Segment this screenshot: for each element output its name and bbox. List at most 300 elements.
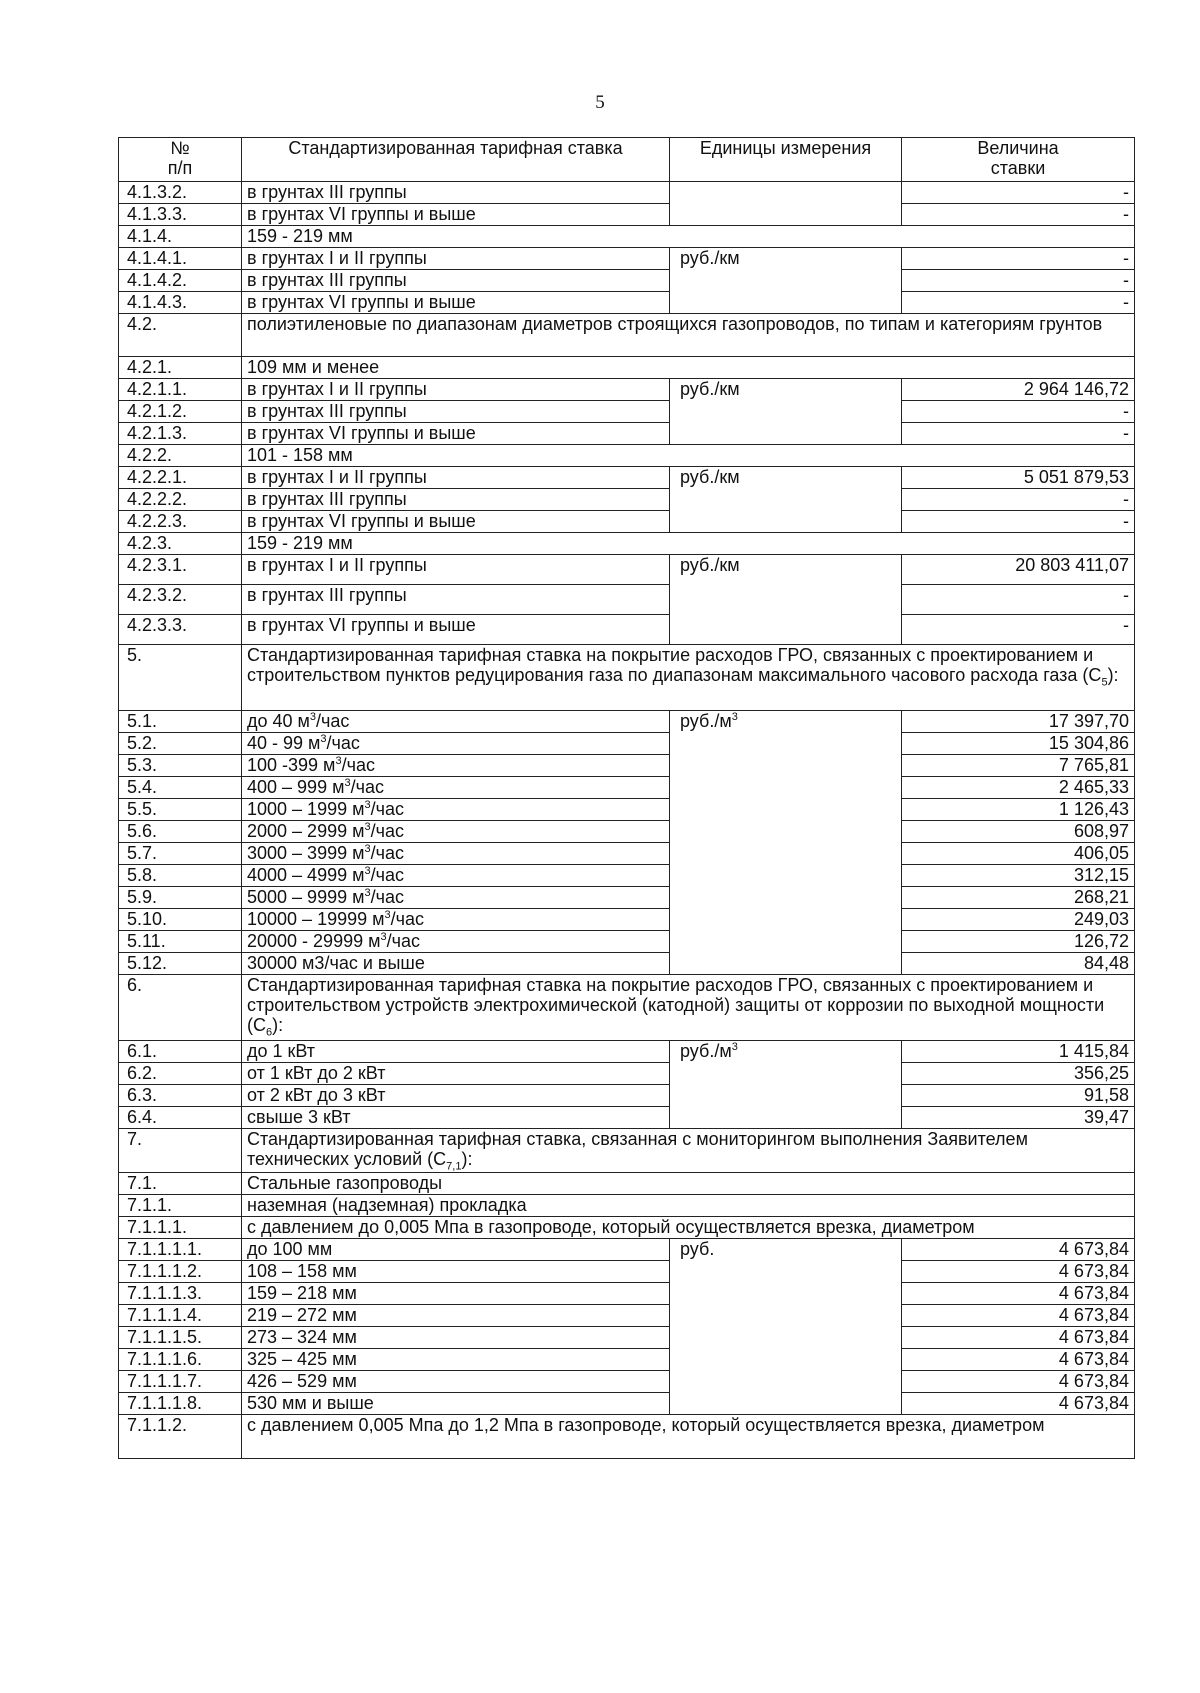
page-number: 5 (595, 92, 605, 113)
row-number (119, 533, 242, 555)
row-value (902, 1283, 1135, 1305)
unit-text: руб./м (680, 711, 732, 731)
row-number-text: 4.1.4. (127, 226, 173, 246)
row-number (119, 843, 242, 865)
row-value-text: - (1123, 615, 1129, 635)
row-value-text: 1 126,43 (1058, 799, 1129, 819)
table-row (119, 357, 1135, 379)
row-name-text: от 2 кВт до 3 кВт (247, 1085, 386, 1105)
row-name (242, 865, 670, 887)
header-unit-text: Единицы измерения (699, 138, 872, 158)
row-number (119, 379, 242, 401)
row-value (902, 755, 1135, 777)
table-row (119, 645, 1135, 711)
superscript: 3 (335, 755, 342, 767)
unit-cell (670, 1239, 902, 1415)
row-name (242, 1041, 670, 1063)
table-row (119, 270, 1135, 292)
unit-text: руб./м (680, 1041, 732, 1061)
row-value-text: 2 465,33 (1058, 777, 1129, 797)
row-number-text: 7.1.1. (127, 1195, 173, 1215)
row-number-text: 4.1.4.1. (127, 248, 188, 268)
row-name-text: 30000 м3/час и выше (247, 953, 425, 973)
table-row (119, 445, 1135, 467)
row-number (119, 1327, 242, 1349)
unit-text: руб./км (680, 467, 740, 487)
row-value-text: 249,03 (1073, 909, 1129, 929)
row-name (242, 423, 670, 445)
row-name (242, 645, 1135, 711)
row-value (902, 585, 1135, 615)
row-number (119, 931, 242, 953)
row-name-tail: /час (370, 821, 404, 841)
table-row (119, 1305, 1135, 1327)
table-row (119, 1041, 1135, 1063)
row-value (902, 1063, 1135, 1085)
table-row (119, 1085, 1135, 1107)
row-name-text: 530 мм и выше (247, 1393, 374, 1413)
row-name-text: 426 – 529 мм (247, 1371, 357, 1391)
superscript: 3 (364, 865, 371, 877)
row-value-text: - (1123, 423, 1129, 443)
row-name-tail: ): (461, 1149, 473, 1169)
row-number-text: 6.2. (127, 1063, 158, 1083)
table-row (119, 777, 1135, 799)
row-number (119, 799, 242, 821)
row-name-text: 10000 – 19999 м (247, 909, 385, 929)
row-number (119, 1085, 242, 1107)
table-row (119, 1217, 1135, 1239)
row-value-text: - (1123, 489, 1129, 509)
row-name-text: Стандартизированная тарифная ставка на покрытие расходов ГРО, связанных с проектированием и строительством пунктов редуцирования газа по диапазонам максимального часового расхода газа (С (247, 645, 1102, 685)
row-value-text: 4 673,84 (1058, 1261, 1129, 1281)
row-name-text: 159 – 218 мм (247, 1283, 357, 1303)
row-value-text: 4 673,84 (1058, 1283, 1129, 1303)
row-name-text: 325 – 425 мм (247, 1349, 357, 1369)
row-name (242, 1327, 670, 1349)
row-number-text: 5.3. (127, 755, 158, 775)
row-number-text: 5. (127, 645, 143, 665)
row-name-text: с давлением 0,005 Мпа до 1,2 Мпа в газопроводе, который осуществляется врезка, диаметром (247, 1415, 1045, 1435)
row-value (902, 379, 1135, 401)
row-value-text: 15 304,86 (1048, 733, 1129, 753)
row-number-text: 7. (127, 1129, 143, 1149)
row-value-text: - (1123, 204, 1129, 224)
row-value-text: 4 673,84 (1058, 1305, 1129, 1325)
row-value (902, 204, 1135, 226)
row-number (119, 1173, 242, 1195)
row-value (902, 555, 1135, 585)
row-number-text: 5.11. (127, 931, 166, 951)
row-value-text: - (1123, 270, 1129, 290)
row-value (902, 799, 1135, 821)
table-row (119, 615, 1135, 645)
row-number (119, 975, 242, 1041)
row-number (119, 1217, 242, 1239)
header-rate-text: Стандартизированная тарифная ставка (288, 138, 623, 158)
row-name-text: 4000 – 4999 м (247, 865, 365, 885)
row-number-text: 4.2.3.1. (127, 555, 188, 575)
header-rate (242, 138, 670, 182)
row-number-text: 7.1.1.1.6. (127, 1349, 203, 1369)
row-name (242, 467, 670, 489)
row-name (242, 975, 1135, 1041)
row-name-tail: /час (370, 799, 404, 819)
row-name-text: 20000 - 29999 м (247, 931, 381, 951)
row-value (902, 1041, 1135, 1063)
row-number (119, 182, 242, 204)
row-name-text: в грунтах I и II группы (247, 248, 427, 268)
row-number (119, 401, 242, 423)
row-value (902, 248, 1135, 270)
row-name (242, 1129, 1135, 1173)
row-name (242, 1173, 1135, 1195)
superscript: 3 (344, 777, 351, 789)
table-row (119, 467, 1135, 489)
row-number-text: 4.2.2.2. (127, 489, 188, 509)
row-number-text: 5.7. (127, 843, 158, 863)
row-number-text: 4.2.2. (127, 445, 173, 465)
row-name (242, 1349, 670, 1371)
row-name (242, 585, 670, 615)
superscript: 3 (309, 711, 317, 723)
row-number (119, 585, 242, 615)
superscript: 3 (320, 733, 327, 745)
table-row (119, 843, 1135, 865)
row-number-text: 6.4. (127, 1107, 158, 1127)
row-number-text: 4.1.4.3. (127, 292, 188, 312)
row-name (242, 821, 670, 843)
row-name (242, 777, 670, 799)
row-name-text: в грунтах VI группы и выше (247, 615, 476, 635)
row-value-text: 5 051 879,53 (1023, 467, 1129, 487)
row-name (242, 357, 1135, 379)
row-value-text: 608,97 (1073, 821, 1129, 841)
row-value (902, 292, 1135, 314)
row-number (119, 755, 242, 777)
table-row (119, 799, 1135, 821)
row-name (242, 711, 670, 733)
row-name-text: в грунтах III группы (247, 401, 407, 421)
row-value-text: 406,05 (1073, 843, 1129, 863)
row-value (902, 843, 1135, 865)
row-name-tail: /час (390, 909, 425, 929)
table-row (119, 733, 1135, 755)
row-number-text: 7.1. (127, 1173, 158, 1193)
row-name (242, 204, 670, 226)
row-number (119, 511, 242, 533)
unit-text: руб. (680, 1239, 715, 1259)
row-number (119, 909, 242, 931)
row-number-text: 4.1.3.2. (127, 182, 188, 202)
row-name-tail: /час (341, 755, 375, 775)
row-name (242, 1063, 670, 1085)
table-header (119, 138, 1135, 182)
row-name (242, 445, 1135, 467)
row-number-text: 5.6. (127, 821, 158, 841)
table-row (119, 865, 1135, 887)
row-name-tail: /час (326, 733, 360, 753)
table-row (119, 1063, 1135, 1085)
row-number-text: 4.2.2.1. (127, 467, 188, 487)
row-name (242, 1085, 670, 1107)
table-row (119, 533, 1135, 555)
row-name-text: в грунтах VI группы и выше (247, 292, 476, 312)
table-row (119, 585, 1135, 615)
row-number-text: 4.1.3.3. (127, 204, 188, 224)
row-name-text: свыше 3 кВт (247, 1107, 351, 1127)
table-row (119, 204, 1135, 226)
table-row (119, 755, 1135, 777)
row-number-text: 7.1.1.1.1. (127, 1239, 203, 1259)
row-name-text: 3000 – 3999 м (247, 843, 365, 863)
table-row (119, 314, 1135, 357)
subscript: 6 (266, 1026, 273, 1039)
row-value-text: - (1123, 292, 1129, 312)
row-value (902, 423, 1135, 445)
unit-text: руб./км (680, 248, 740, 268)
row-name-text: в грунтах I и II группы (247, 555, 427, 575)
superscript: 3 (364, 887, 371, 899)
superscript: 3 (380, 931, 387, 943)
row-name-text: в грунтах I и II группы (247, 379, 427, 399)
table-row (119, 423, 1135, 445)
row-name (242, 931, 670, 953)
unit-superscript: 3 (731, 711, 738, 723)
row-value (902, 953, 1135, 975)
row-value (902, 1085, 1135, 1107)
table-row (119, 1327, 1135, 1349)
row-name-text: 100 -399 м (247, 755, 336, 775)
row-number-text: 5.8. (127, 865, 158, 885)
row-number (119, 226, 242, 248)
row-number-text: 4.2. (127, 314, 158, 334)
row-number-text: 4.2.1. (127, 357, 173, 377)
row-value-text: 4 673,84 (1058, 1239, 1129, 1259)
row-value (902, 270, 1135, 292)
row-name-text: в грунтах III группы (247, 182, 407, 202)
row-number-text: 4.2.3. (127, 533, 173, 553)
row-value (902, 1371, 1135, 1393)
row-name (242, 1371, 670, 1393)
row-name-text: в грунтах VI группы и выше (247, 511, 476, 531)
header-value (902, 138, 1135, 182)
tariff-table (118, 137, 1135, 1459)
table-row (119, 1393, 1135, 1415)
row-value (902, 1107, 1135, 1129)
row-name (242, 1195, 1135, 1217)
row-name-text: 5000 – 9999 м (247, 887, 365, 907)
row-name (242, 887, 670, 909)
row-number (119, 204, 242, 226)
row-number (119, 1261, 242, 1283)
header-unit (670, 138, 902, 182)
row-name (242, 292, 670, 314)
table-row (119, 1283, 1135, 1305)
row-name-text: 40 - 99 м (247, 733, 321, 753)
row-name-text: 1000 – 1999 м (247, 799, 365, 819)
table-row (119, 489, 1135, 511)
row-value-text: 4 673,84 (1058, 1393, 1129, 1413)
row-name-text: Стальные газопроводы (247, 1173, 443, 1193)
table-row (119, 1195, 1135, 1217)
header-num (119, 138, 242, 182)
row-value (902, 1349, 1135, 1371)
row-value (902, 909, 1135, 931)
row-number-text: 7.1.1.1.7. (127, 1371, 203, 1391)
row-number (119, 645, 242, 711)
table-row (119, 182, 1135, 204)
row-name (242, 379, 670, 401)
row-value-text: 2 964 146,72 (1023, 379, 1129, 399)
row-name-text: Стандартизированная тарифная ставка на покрытие расходов ГРО, связанных с проектированием и строительством устройств электрохимической (катодной) защиты от коррозии по выходной мощности (С (247, 975, 1105, 1035)
row-name-tail: /час (370, 887, 404, 907)
row-value (902, 1261, 1135, 1283)
table-row (119, 248, 1135, 270)
row-number (119, 1041, 242, 1063)
row-value (902, 1305, 1135, 1327)
row-name (242, 953, 670, 975)
unit-cell (670, 1041, 902, 1129)
row-value-text: - (1123, 585, 1129, 605)
row-number (119, 248, 242, 270)
row-name (242, 533, 1135, 555)
row-number (119, 423, 242, 445)
unit-cell (670, 711, 902, 975)
row-number (119, 1393, 242, 1415)
row-name-text: с давлением до 0,005 Мпа в газопроводе, который осуществляется врезка, диаметром (247, 1217, 975, 1237)
row-number-text: 4.2.1.3. (127, 423, 188, 443)
row-number-text: 7.1.1.1.3. (127, 1283, 203, 1303)
row-name (242, 401, 670, 423)
row-value-text: 39,47 (1083, 1107, 1129, 1127)
row-name-text: наземная (надземная) прокладка (247, 1195, 527, 1215)
table-row (119, 953, 1135, 975)
row-name (242, 1107, 670, 1129)
row-number (119, 445, 242, 467)
row-value (902, 821, 1135, 843)
subscript: 7,1 (446, 1160, 462, 1173)
row-number-text: 5.2. (127, 733, 158, 753)
row-name-text: до 100 мм (247, 1239, 333, 1259)
row-name-text: в грунтах III группы (247, 585, 407, 605)
row-name (242, 182, 670, 204)
unit-superscript: 3 (731, 1041, 738, 1053)
row-name-text: в грунтах III группы (247, 489, 407, 509)
row-value-text: 17 397,70 (1048, 711, 1129, 731)
row-number (119, 1371, 242, 1393)
row-number-text: 7.1.1.1.2. (127, 1261, 203, 1281)
row-name (242, 511, 670, 533)
row-value (902, 733, 1135, 755)
row-value (902, 1327, 1135, 1349)
row-value-text: 4 673,84 (1058, 1327, 1129, 1347)
row-name-text: 2000 – 2999 м (247, 821, 365, 841)
row-number-text: 4.2.1.1. (127, 379, 188, 399)
row-name-text: до 40 м (247, 711, 310, 731)
table-row (119, 226, 1135, 248)
row-number-text: 5.10. (127, 909, 168, 929)
row-name (242, 733, 670, 755)
row-number (119, 1239, 242, 1261)
row-number-text: 4.2.3.2. (127, 585, 188, 605)
table-row (119, 931, 1135, 953)
row-number (119, 1129, 242, 1173)
row-number-text: 7.1.1.2. (127, 1415, 188, 1435)
row-name (242, 555, 670, 585)
row-number (119, 777, 242, 799)
row-value-text: - (1123, 401, 1129, 421)
row-number (119, 821, 242, 843)
row-name-tail: /час (370, 865, 404, 885)
row-name (242, 615, 670, 645)
unit-text: руб./км (680, 555, 740, 575)
row-number-text: 7.1.1.1. (127, 1217, 188, 1237)
row-name (242, 755, 670, 777)
row-number (119, 733, 242, 755)
row-number (119, 357, 242, 379)
row-number (119, 1349, 242, 1371)
row-name (242, 1239, 670, 1261)
row-name (242, 1305, 670, 1327)
row-value-text: - (1123, 511, 1129, 531)
row-name-text: Стандартизированная тарифная ставка, связанная с мониторингом выполнения Заявителем технических условий (С (247, 1129, 1028, 1169)
subscript: 5 (1101, 676, 1108, 689)
row-name (242, 248, 670, 270)
table-row (119, 975, 1135, 1041)
row-value-text: - (1123, 182, 1129, 202)
row-value (902, 511, 1135, 533)
row-value-text: - (1123, 248, 1129, 268)
row-number (119, 711, 242, 733)
row-name-text: от 1 кВт до 2 кВт (247, 1063, 386, 1083)
row-value (902, 489, 1135, 511)
table-row (119, 292, 1135, 314)
row-number (119, 953, 242, 975)
table-row (119, 1129, 1135, 1173)
row-name-text: 400 – 999 м (247, 777, 345, 797)
row-number (119, 615, 242, 645)
table-row (119, 511, 1135, 533)
row-name-tail: /час (350, 777, 384, 797)
row-number-text: 5.4. (127, 777, 158, 797)
row-name-tail: ): (272, 1015, 284, 1035)
unit-text: руб./км (680, 379, 740, 399)
row-name (242, 1261, 670, 1283)
row-name (242, 226, 1135, 248)
table-row (119, 555, 1135, 585)
row-name (242, 1283, 670, 1305)
row-value (902, 777, 1135, 799)
table-row (119, 1371, 1135, 1393)
table-row (119, 1107, 1135, 1129)
row-number-text: 4.2.2.3. (127, 511, 188, 531)
row-value-text: 312,15 (1073, 865, 1129, 885)
row-value-text: 4 673,84 (1058, 1349, 1129, 1369)
row-number (119, 1305, 242, 1327)
row-name (242, 270, 670, 292)
row-number-text: 5.9. (127, 887, 158, 907)
row-number-text: 7.1.1.1.8. (127, 1393, 203, 1413)
row-name-text: 219 – 272 мм (247, 1305, 357, 1325)
row-name-text: в грунтах III группы (247, 270, 407, 290)
row-number (119, 1283, 242, 1305)
row-name-text: полиэтиленовые по диапазонам диаметров строящихся газопроводов, по типам и категориям грунтов (247, 314, 1103, 334)
row-value-text: 126,72 (1073, 931, 1129, 951)
row-value-text: 268,21 (1073, 887, 1129, 907)
superscript: 3 (364, 821, 371, 833)
header-num-text: № п/п (167, 138, 193, 178)
